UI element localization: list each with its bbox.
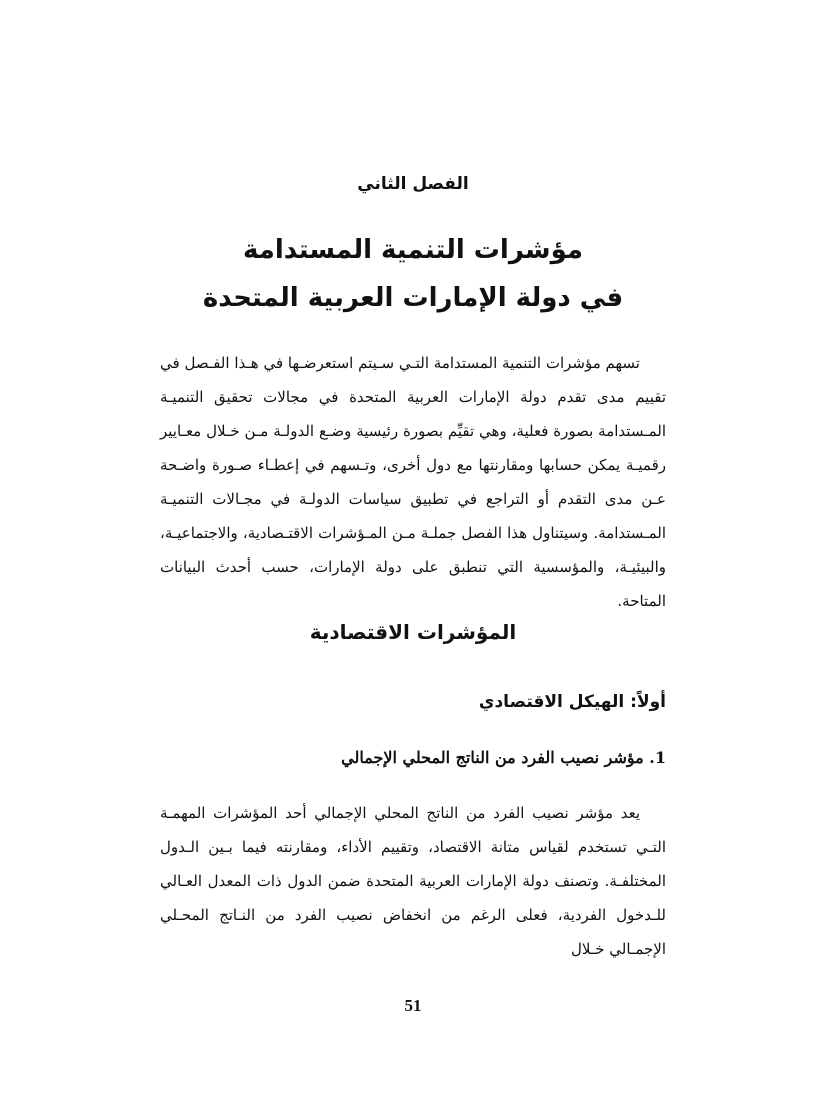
- chapter-label: الفصل الثاني: [357, 174, 469, 194]
- intro-paragraph: تسهم مؤشرات التنمية المستدامة التـي سـيتم استعرضـها في هـذا الفـصل في تقييم مدى تقدم دولة الإمارات العربية المتحدة في مجالات تحقيق التنميـة المـستدامة بصورة فعلية، وهي تقيِّم بصورة رئيسية وضـع الدولـة مـن خـلال معـايير رقميـة يمكن حسابها ومقارنتها مع دول أخرى، وتـسهم في إعطـاء صـورة واضـحة عـن مدى التقدم أو التراجع في تطبيق سياسات الدولـة في مجـالات التنميـة المـستدامة. وسيتناول هذا الفصل جملـة مـن المـؤشرات الاقتـصادية، والاجتماعيـة، والبيئيـة، والمؤسسية التي تنطبق على دولة الإمارات، حسب أحدث البيانات المتاحة.: [160, 354, 666, 610]
- body-section: [160, 796, 666, 966]
- intro-section: [160, 346, 666, 618]
- subsection-heading: أولاً: الهيكل الاقتصادي: [478, 692, 666, 712]
- page-number: 51: [404, 996, 422, 1015]
- item-heading: 1. مؤشر نصيب الفرد من الناتج المحلي الإجمالي: [341, 748, 666, 767]
- section-heading: المؤشرات الاقتصادية: [309, 620, 517, 644]
- chapter-title-line-1: مؤشرات التنمية المستدامة: [243, 235, 583, 265]
- chapter-title-line-2: في دولة الإمارات العربية المتحدة: [202, 283, 624, 313]
- chapter-title: [0, 226, 826, 322]
- body-paragraph: يعد مؤشر نصيب الفرد من الناتج المحلي الإجمالي أحد المؤشرات المهمـة التـي تستخدم لقياس متانة الاقتصاد، وتقييم الأداء، ومقارنته فيما بـين الـدول المختلفـة. وتصنف دولة الإمارات العربية المتحدة ضمن الدول ذات المعدل العـالي للـدخول الفردية، فعلى الرغم من انخفاض نصيب الفرد من النـاتج المحـلي الإجمـالي خـلال: [160, 804, 666, 958]
